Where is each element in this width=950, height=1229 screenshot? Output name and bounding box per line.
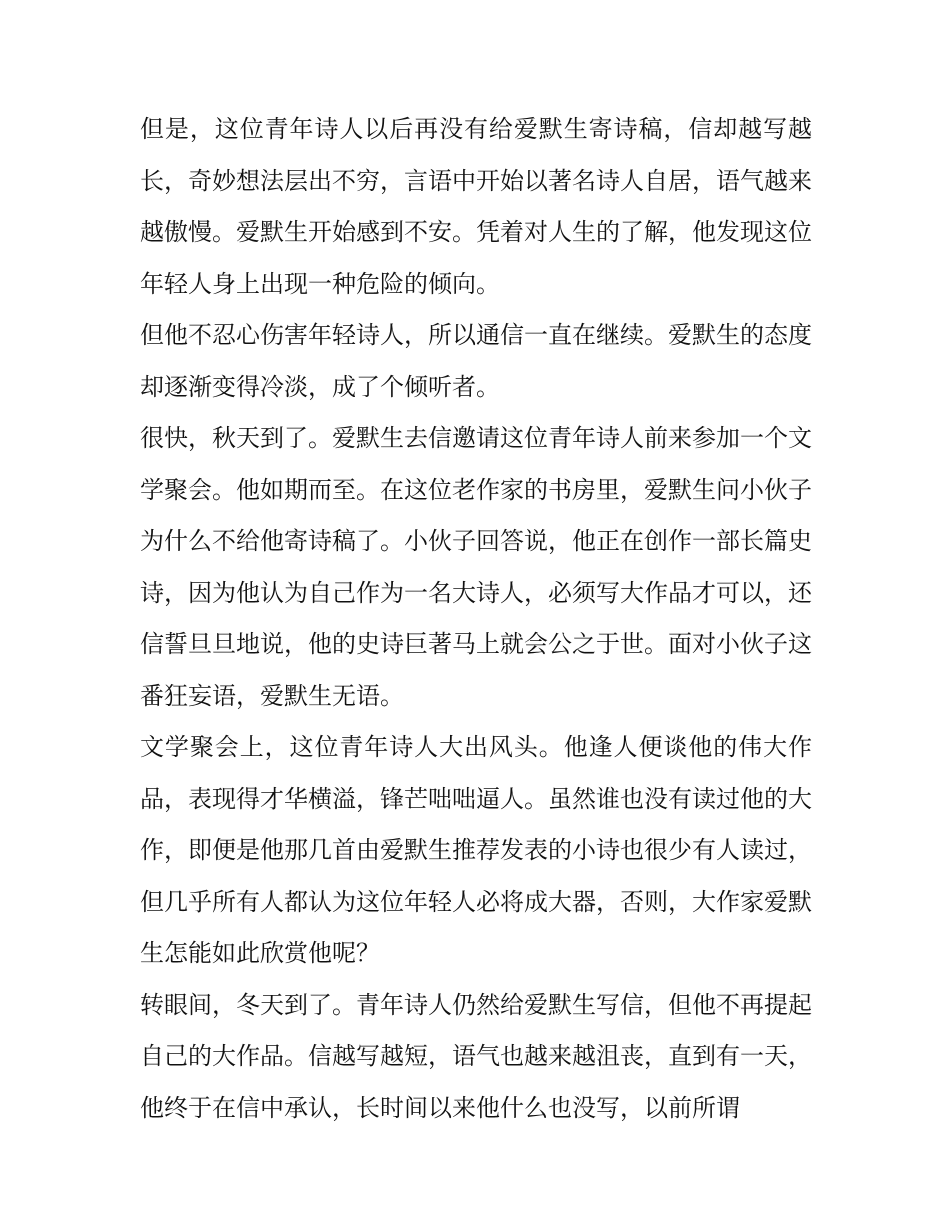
document-body — [140, 104, 812, 1134]
paragraph: 很快，秋天到了。爱默生去信邀请这位青年诗人前来参加一个文学聚会。他如期而至。在这位老作家的书房里，爱默生问小伙子为什么不给他寄诗稿了。小伙子回答说，他正在创作一部长篇史诗，因为他认为自己作为一名大诗人，必须写大作品才可以，还信誓旦旦地说，他的史诗巨著马上就会公之于世。面对小伙子这番狂妄语，爱默生无语。 — [140, 424, 812, 710]
paragraph: 文学聚会上，这位青年诗人大出风头。他逢人便谈他的伟大作品，表现得才华横溢，锋芒咄咄逼人。虽然谁也没有读过他的大作，即便是他那几首由爱默生推荐发表的小诗也很少有人读过，但几乎所有人都认为这位年轻人必将成大器，否则，大作家爱默生怎能如此欣赏他呢？ — [140, 733, 812, 967]
paragraph: 但他不忍心伤害年轻诗人，所以通信一直在继续。爱默生的态度却逐渐变得冷淡，成了个倾听者。 — [140, 321, 812, 401]
paragraph: 转眼间，冬天到了。青年诗人仍然给爱默生写信，但他不再提起自己的大作品。信越写越短，语气也越来越沮丧，直到有一天，他终于在信中承认，长时间以来他什么也没写，以前所谓 — [140, 990, 812, 1122]
paragraph: 但是，这位青年诗人以后再没有给爱默生寄诗稿，信却越写越长，奇妙想法层出不穷，言语中开始以著名诗人自居，语气越来越傲慢。爱默生开始感到不安。凭着对人生的了解，他发现这位年轻人身上出现一种危险的倾向。 — [140, 115, 812, 298]
